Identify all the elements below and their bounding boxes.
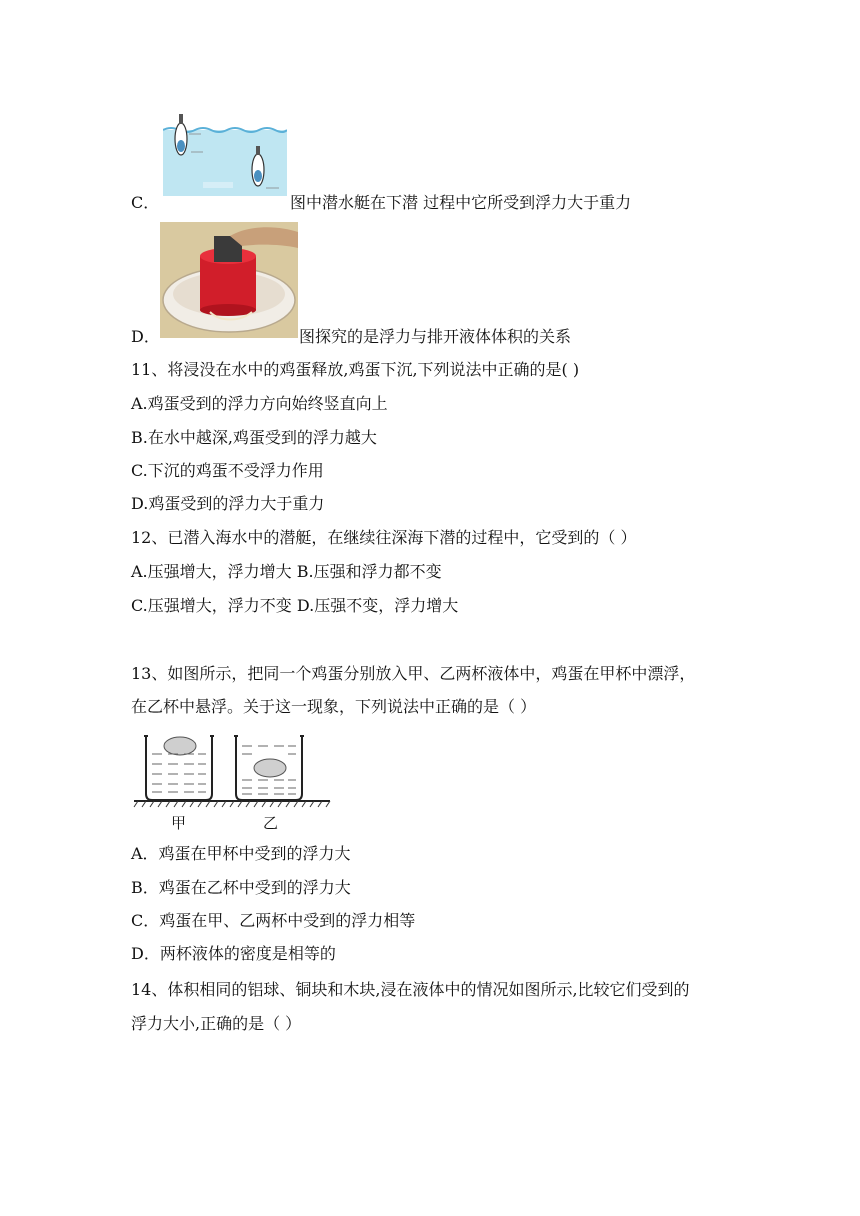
- q11-option-d: D.鸡蛋受到的浮力大于重力: [131, 494, 325, 513]
- cup-label-jia: 甲: [171, 814, 187, 832]
- q12-options-row-1: A.压强增大，浮力增大 B.压强和浮力都不变: [131, 562, 442, 581]
- q13-option-a: A．鸡蛋在甲杯中受到的浮力大: [131, 844, 351, 863]
- q11-option-c: C.下沉的鸡蛋不受浮力作用: [131, 461, 324, 480]
- egg-cups-figure: [132, 732, 332, 832]
- q12-options-row-2: C.压强增大，浮力不变 D.压强不变，浮力增大: [131, 596, 459, 615]
- q14-stem-line-2: 浮力大小,正确的是（ ）: [131, 1014, 302, 1033]
- q13-stem-line-1: 13、如图所示，把同一个鸡蛋分别放入甲、乙两杯液体中，鸡蛋在甲杯中漂浮，: [131, 664, 696, 683]
- q14-stem-line-1: 14、体积相同的铝球、铜块和木块,浸在液体中的情况如图所示,比较它们受到的: [131, 980, 690, 999]
- option-d-label: D．: [131, 327, 160, 346]
- option-d-text: 图探究的是浮力与排开液体体积的关系: [299, 327, 572, 346]
- q13-option-b: B．鸡蛋在乙杯中受到的浮力大: [131, 878, 351, 897]
- cup-label-yi: 乙: [263, 814, 279, 832]
- q13-stem-line-2: 在乙杯中悬浮。关于这一现象，下列说法中正确的是（ ）: [131, 697, 537, 716]
- option-c-label: C．: [131, 193, 160, 212]
- submarine-figure: [163, 104, 287, 196]
- q12-stem: 12、已潜入海水中的潜艇，在继续往深海下潜的过程中，它受到的（ ）: [131, 528, 637, 547]
- bucket-experiment-photo: [160, 222, 298, 338]
- q13-option-c: C．鸡蛋在甲、乙两杯中受到的浮力相等: [131, 911, 416, 930]
- q11-option-a: A.鸡蛋受到的浮力方向始终竖直向上: [131, 394, 388, 413]
- option-c-text: 图中潜水艇在下潜 过程中它所受到浮力大于重力: [290, 193, 632, 212]
- q11-option-b: B.在水中越深,鸡蛋受到的浮力越大: [131, 428, 377, 447]
- q13-option-d: D．两杯液体的密度是相等的: [131, 944, 336, 963]
- q11-stem: 11、将浸没在水中的鸡蛋释放,鸡蛋下沉,下列说法中正确的是( ): [131, 360, 580, 379]
